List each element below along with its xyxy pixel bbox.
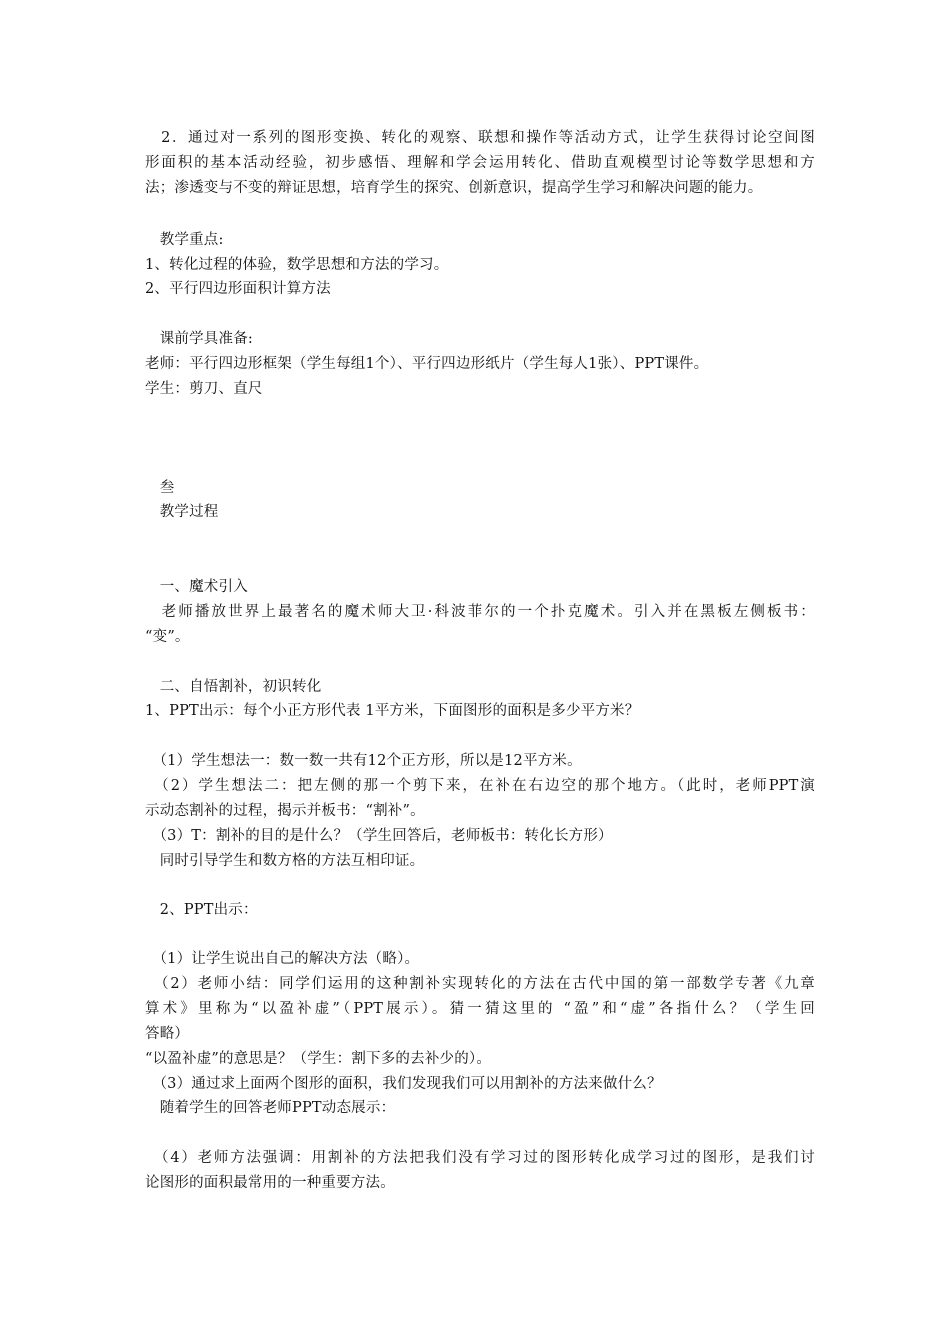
part1-line: “变”。 [145,629,190,645]
part2-step-4: 论图形的面积最常用的一种重要方法。 [145,1175,395,1191]
prep-teacher: 老师：平行四边形框架（学生每组1个）、平行四边形纸片（学生每人1张）、PPT课件。 [145,356,709,372]
goal-line: 2．通过对一系列的图形变换、转化的观察、联想和操作等活动方式，让学生获得讨论空间图 [145,130,815,146]
goal-line: 法；渗透变与不变的辩证思想，培育学生的探究、创新意识，提高学生学习和解决问题的能力。 [145,180,763,196]
part2-idea-3: （3）T：割补的目的是什么？（学生回答后，老师板书：转化长方形） [145,828,613,844]
part2-step-2: 算术》里称为“以盈补虚”（PPT展示）。猜一猜这里的 “盈”和“虚”各指什么？（学生回 [145,1001,815,1017]
part2-step-3: （3）通过求上面两个图形的面积，我们发现我们可以用割补的方法来做什么？ [145,1076,662,1092]
part2-question-1: 1、PPT出示：每个小正方形代表 1平方米，下面图形的面积是多少平方米？ [145,703,640,719]
part2-step-2: 答略） [145,1026,190,1042]
part2-idea-1: （1）学生想法一：数一数一共有12个正方形，所以是12平方米。 [145,753,582,769]
part2-step-3-follow: 随着学生的回答老师PPT动态展示： [145,1100,396,1116]
part1-heading: 一、魔术引入 [145,579,248,595]
part2-idea-2: 示动态割补的过程，揭示并板书：“割补”。 [145,803,425,819]
part1-line: 老师播放世界上最著名的魔术师大卫·科波菲尔的一个扑克魔术。引入并在黑板左侧板书： [145,604,815,620]
prep-student: 学生：剪刀、直尺 [145,381,263,397]
key-point-item: 1、转化过程的体验，数学思想和方法的学习。 [145,257,449,273]
part2-idea-4: 同时引导学生和数方格的方法互相印证。 [145,853,425,869]
key-point-item: 2、平行四边形面积计算方法 [145,281,331,297]
prep-heading: 课前学具准备: [145,331,253,347]
key-points-heading: 教学重点: [145,232,224,248]
part2-step-1: （1）让学生说出自己的解决方法（略）。 [145,951,420,967]
part2-step-4: （4）老师方法强调：用割补的方法把我们没有学习过的图形转化成学习过的图形，是我们讨 [145,1150,815,1166]
section-title: 教学过程 [145,504,219,520]
part2-heading: 二、自悟割补，初识转化 [145,679,322,695]
part2-step-2: （2）老师小结：同学们运用的这种割补实现转化的方法在古代中国的第一部数学专著《九章 [145,976,815,992]
part2-idea-2: （2）学生想法二：把左侧的那一个剪下来，在补在右边空的那个地方。（此时，老师PPT演 [145,778,815,794]
part2-question-2: 2、PPT出示： [145,902,258,918]
part2-step-2-meaning: “以盈补虚”的意思是？（学生：割下多的去补少的）。 [145,1051,492,1067]
goal-line: 形面积的基本活动经验，初步感悟、理解和学会运用转化、借助直观模型讨论等数学思想和方 [145,155,815,171]
section-numeral: 叁 [145,480,175,496]
